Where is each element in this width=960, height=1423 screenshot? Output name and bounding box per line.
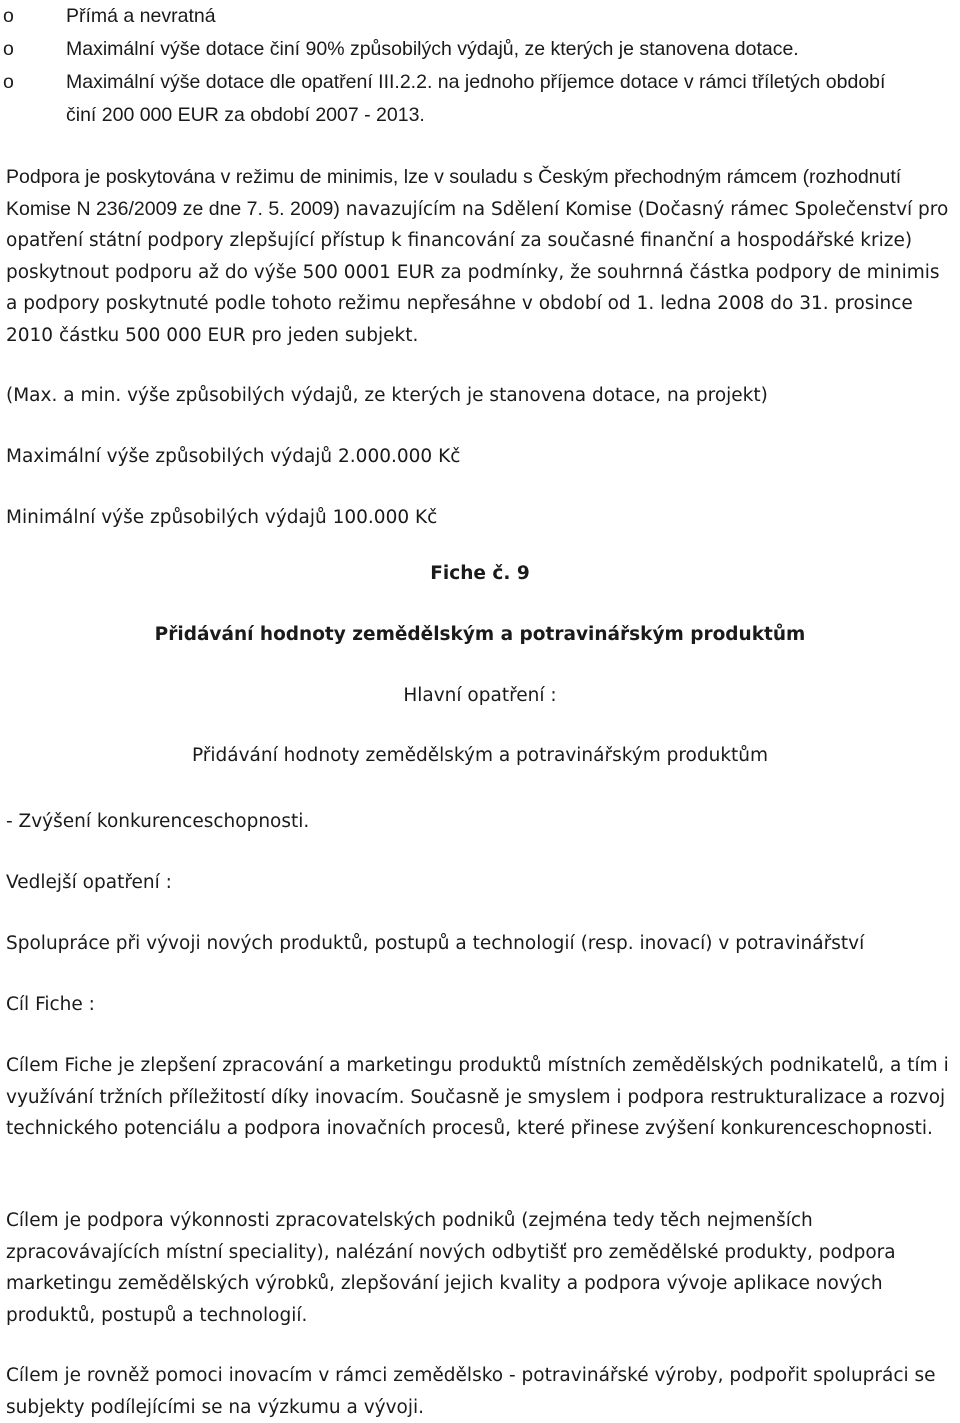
max-expenses: Maximální výše způsobilých výdajů 2.000.000 Kč	[6, 446, 461, 467]
secondary-measure-label: Vedlejší opatření :	[6, 872, 172, 893]
list-item-text: Maximální výše dotace činí 90% způsobilých výdajů, ze kterých je stanovena dotace.	[66, 38, 799, 60]
de-minimis-paragraph	[6, 162, 956, 351]
list-item	[0, 66, 960, 132]
main-measure: Přidávání hodnoty zemědělským a potravinářským produktům	[191, 745, 769, 766]
min-expenses: Minimální výše způsobilých výdajů 100.000 Kč	[6, 507, 438, 528]
fiche-title: Přidávání hodnoty zemědělským a potravinářským produktům	[154, 624, 806, 645]
bullet-marker: o	[3, 5, 14, 27]
conditions-list	[0, 0, 960, 132]
list-item	[0, 33, 960, 66]
de-minimis-lead: Podpora je poskytována v režimu de minimis, lze v souladu s Českým přechodným rámcem (rozhodnutí Komise N 236/2009 ze dne 7. 5. 2009)	[6, 166, 902, 220]
de-minimis-rest: navazujícím na Sdělení Komise (Dočasný rámec Společenství pro opatření státní podpory zlepšující přístup k financování za současné finanční a hospodářské krize) poskytnout podporu až do výše 500 0001 EUR za podmínky, že souhrnná částka podpory de minimis a podpory poskytnuté podle tohoto režimu nepřesáhne v období od 1. ledna 2008 do 31. prosince 2010 částku 500 000 EUR pro jeden subjekt.	[6, 198, 949, 346]
goal-paragraph: Cílem Fiche je zlepšení zpracování a marketingu produktů místních zemědělských podnikatelů, a tím i využívání tržních příležitostí díky inovacím. Současně je smyslem i podpora restrukturalizace a rozvoj technického potenciálu a podpora inovačních procesů, které přinese zvýšení konkurenceschopnosti.	[6, 1055, 949, 1139]
list-item-text: Maximální výše dotace dle opatření III.2.2. na jednoho příjemce dotace v rámci tříletých období činí 200 000 EUR za období 2007 - 2013.	[66, 71, 886, 126]
list-item-text: Přímá a nevratná	[66, 5, 216, 27]
secondary-measure: Spolupráce při vývoji nových produktů, postupů a technologií (resp. inovací) v potravinářství	[6, 933, 865, 954]
main-measure-label: Hlavní opatření :	[403, 685, 557, 706]
bullet-marker: o	[3, 38, 14, 60]
goal-paragraph: Cílem je rovněž pomoci inovacím v rámci zemědělsko - potravinářské výroby, podpořit spolupráci se subjekty podílejícími se na výzkumu a vývoji.	[6, 1365, 936, 1418]
goal-label: Cíl Fiche :	[6, 994, 95, 1015]
fiche-number: Fiche č. 9	[430, 563, 530, 584]
bullet-marker: o	[3, 71, 14, 93]
main-goal: - Zvýšení konkurenceschopnosti.	[6, 811, 310, 832]
list-item	[0, 0, 960, 33]
limits-heading: (Max. a min. výše způsobilých výdajů, ze kterých je stanovena dotace, na projekt)	[6, 385, 768, 406]
goal-paragraph: Cílem je podpora výkonnosti zpracovatelských podniků (zejména tedy těch nejmenších zpracovávajících místní speciality), nalézání nových odbytišť pro zemědělské produkty, podpora marketingu zemědělských výrobků, zlepšování jejich kvality a podpora vývoje aplikace nových produktů, postupů a technologií.	[6, 1210, 896, 1326]
